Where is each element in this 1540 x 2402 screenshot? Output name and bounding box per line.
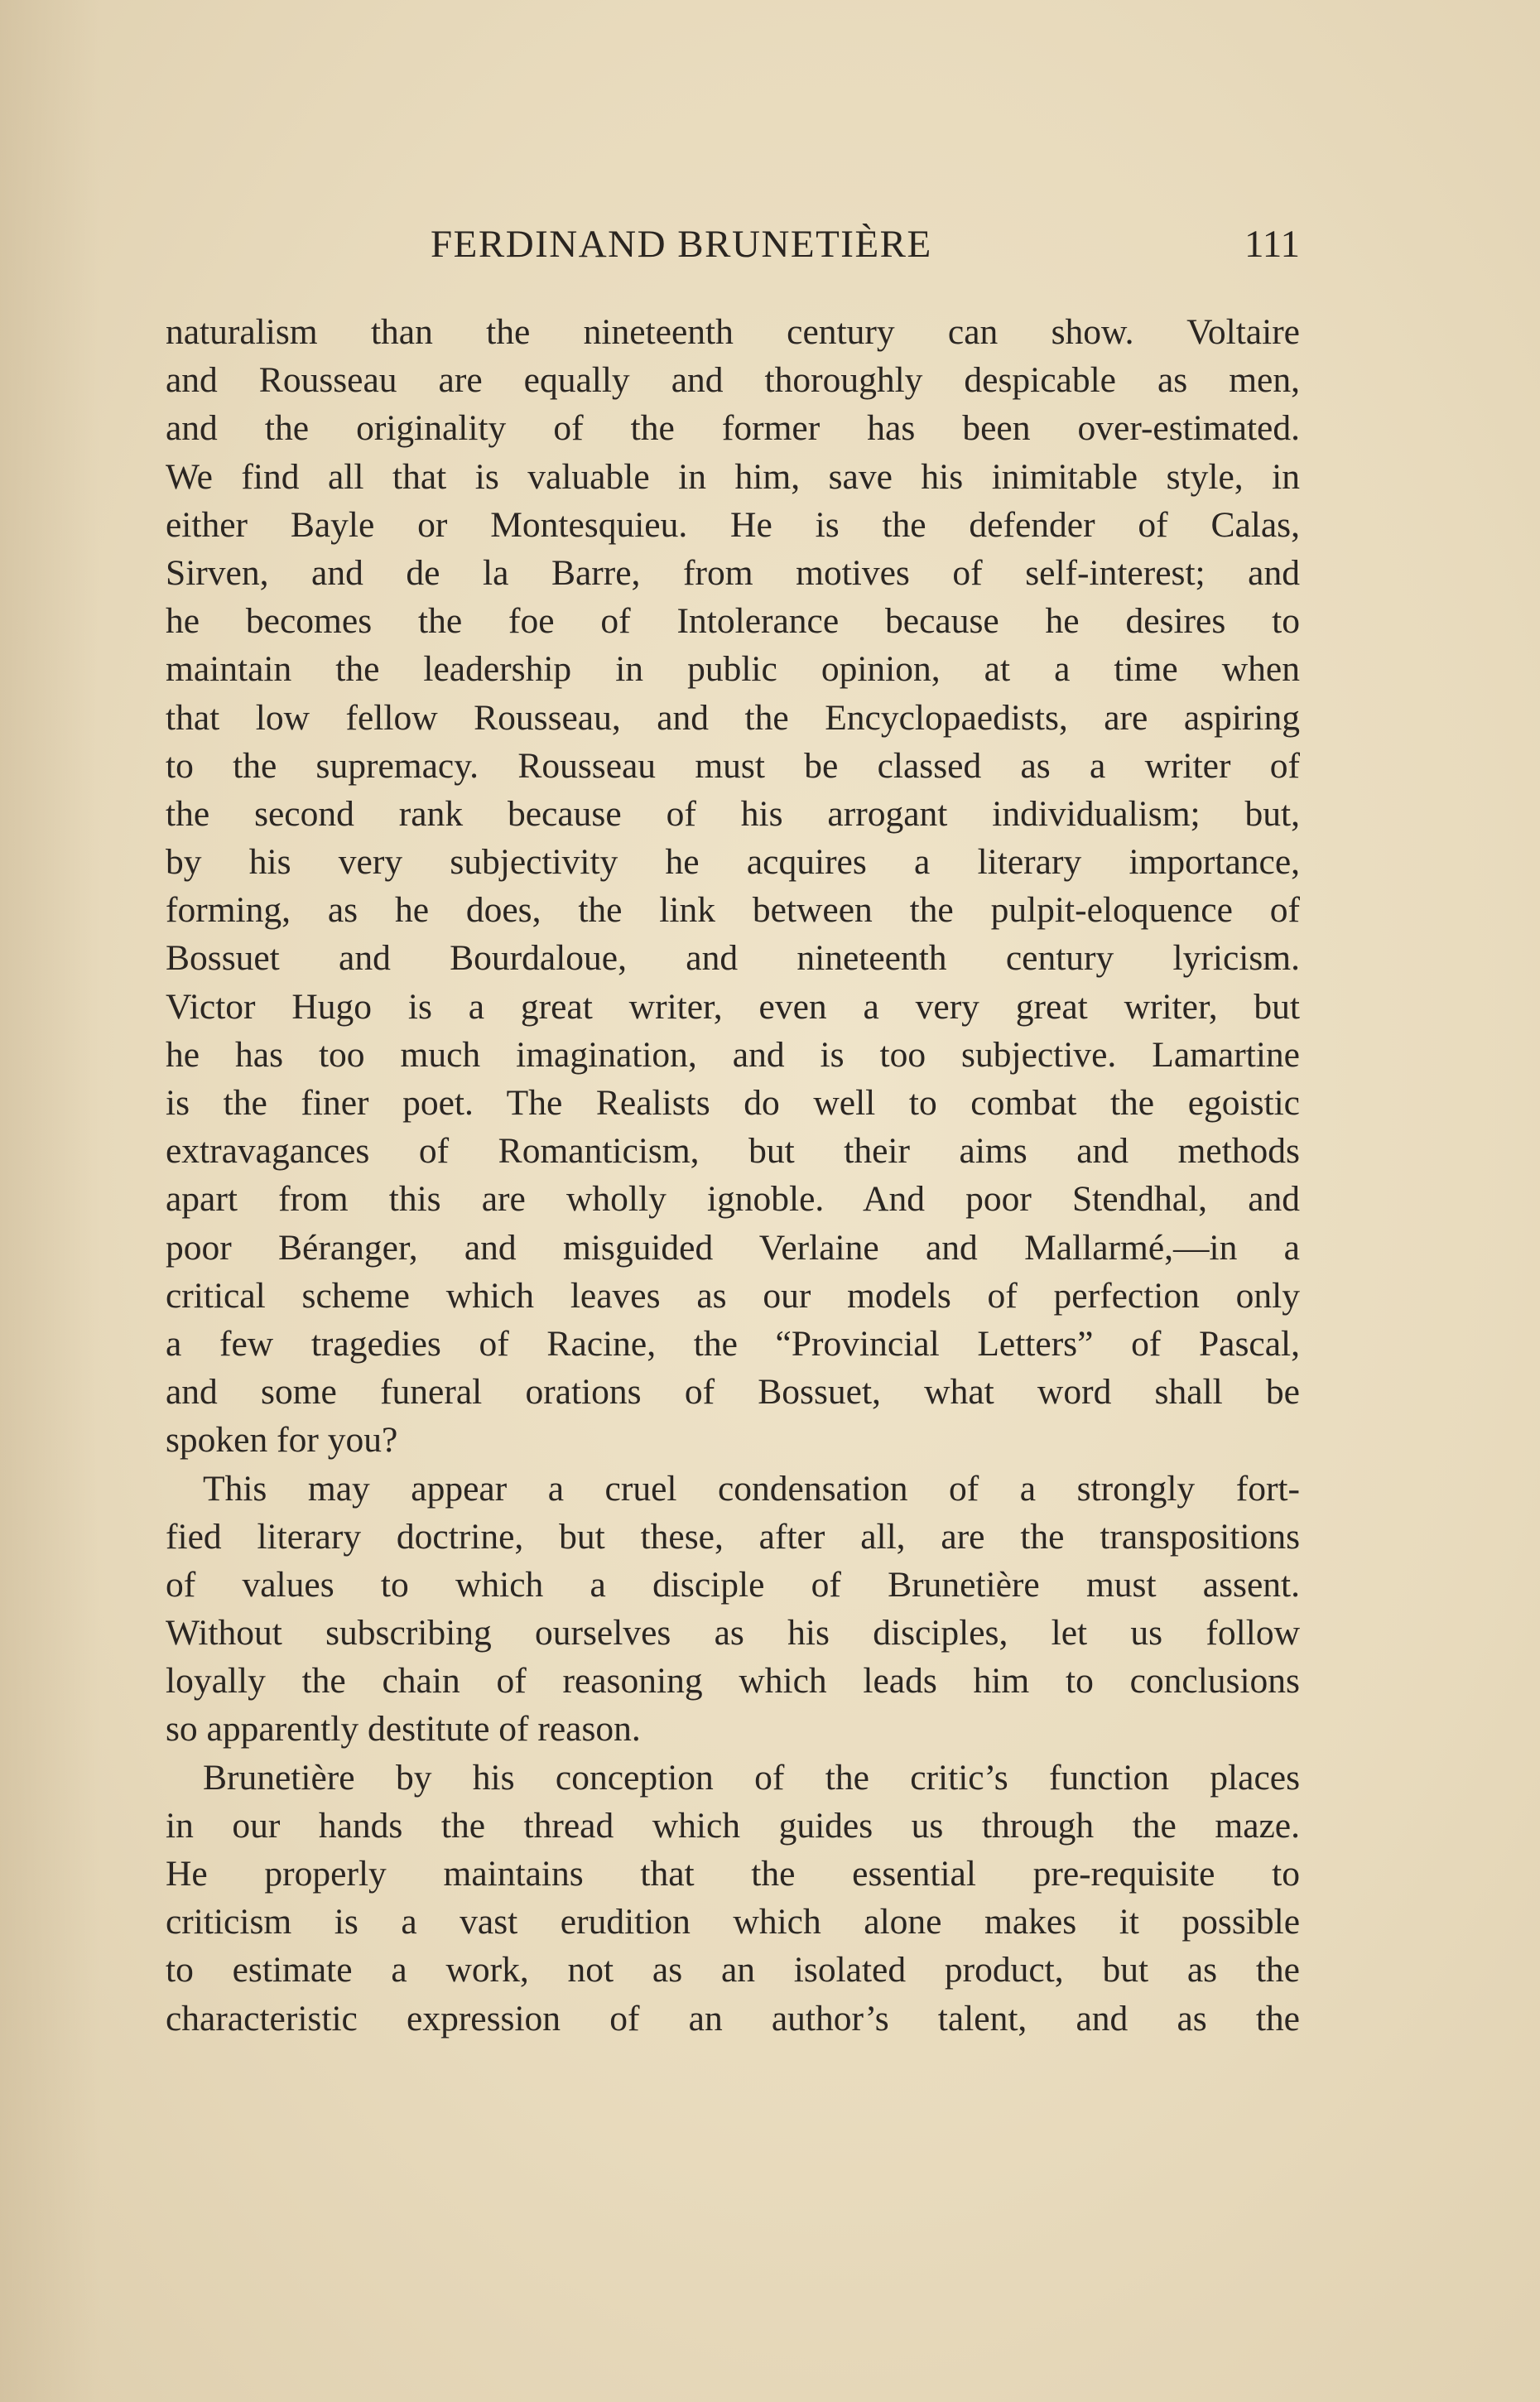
paragraph-3 xyxy=(166,1754,1300,2043)
text-line: and some funeral orations of Bossuet, what word shall be xyxy=(166,1372,1300,1413)
text-line: of values to which a disciple of Brunetière must assent. xyxy=(166,1564,1300,1605)
paragraph-1 xyxy=(166,308,1300,1465)
text-line: critical scheme which leaves as our models of perfection only xyxy=(166,1275,1300,1316)
text-line: We find all that is valuable in him, save his inimitable style, in xyxy=(166,456,1300,497)
text-line: naturalism than the nineteenth century can show. Voltaire xyxy=(166,312,1300,352)
text-line: either Bayle or Montesquieu. He is the defender of Calas, xyxy=(166,504,1300,545)
text-line: he becomes the foe of Intolerance because he desires to xyxy=(166,601,1300,642)
text-line: he has too much imagination, and is too subjective. Lamartine xyxy=(166,1034,1300,1075)
text-line: criticism is a vast erudition which alone makes it possible xyxy=(166,1902,1300,1942)
text-line: characteristic expression of an author’s talent, and as the xyxy=(166,1998,1300,2039)
page-number: 111 xyxy=(1244,223,1300,266)
text-line: Without subscribing ourselves as his disciples, let us follow xyxy=(166,1613,1300,1653)
text-line: extravagances of Romanticism, but their aims and methods xyxy=(166,1131,1300,1172)
text-line: so apparently destitute of reason. xyxy=(166,1709,641,1750)
text-line: forming, as he does, the link between the pulpit-eloquence of xyxy=(166,890,1300,931)
text-line: is the finer poet. The Realists do well to combat the egoistic xyxy=(166,1083,1300,1123)
text-line: to estimate a work, not as an isolated product, but as the xyxy=(166,1950,1300,1990)
body-text xyxy=(166,308,1300,2043)
text-line: apart from this are wholly ignoble. And poor Stendhal, and xyxy=(166,1179,1300,1220)
text-line: fied literary doctrine, but these, after all, are the transpositions xyxy=(166,1516,1300,1557)
text-line: maintain the leadership in public opinion, at a time when xyxy=(166,649,1300,690)
text-line: that low fellow Rousseau, and the Encyclopaedists, are aspiring xyxy=(166,697,1300,738)
text-line: spoken for you? xyxy=(166,1420,398,1461)
text-line: and the originality of the former has been over-estimated. xyxy=(166,408,1300,449)
text-line: poor Béranger, and misguided Verlaine and Mallarmé,—in a xyxy=(166,1227,1300,1268)
text-line: and Rousseau are equally and thoroughly despicable as men, xyxy=(166,360,1300,401)
text-line: in our hands the thread which guides us through the maze. xyxy=(166,1805,1300,1846)
text-line: Sirven, and de la Barre, from motives of self-interest; and xyxy=(166,552,1300,593)
text-line: a few tragedies of Racine, the “Provincial Letters” of Pascal, xyxy=(166,1323,1300,1364)
text-line: He properly maintains that the essential pre-requisite to xyxy=(166,1854,1300,1894)
text-line: This may appear a cruel condensation of a strongly fort- xyxy=(203,1468,1300,1509)
text-line: to the supremacy. Rousseau must be classed as a writer of xyxy=(166,745,1300,786)
page-header xyxy=(166,222,1300,288)
text-line: the second rank because of his arrogant individualism; but, xyxy=(166,793,1300,834)
text-line: Brunetière by his conception of the critic’s function places xyxy=(203,1757,1300,1798)
paragraph-2 xyxy=(166,1465,1300,1754)
text-line: loyally the chain of reasoning which leads him to conclusions xyxy=(166,1661,1300,1702)
text-line: Victor Hugo is a great writer, even a very great writer, but xyxy=(166,986,1300,1027)
text-line: by his very subjectivity he acquires a literary importance, xyxy=(166,842,1300,883)
running-head: FERDINAND BRUNETIÈRE xyxy=(431,223,932,266)
text-line: Bossuet and Bourdaloue, and nineteenth century lyricism. xyxy=(166,938,1300,979)
